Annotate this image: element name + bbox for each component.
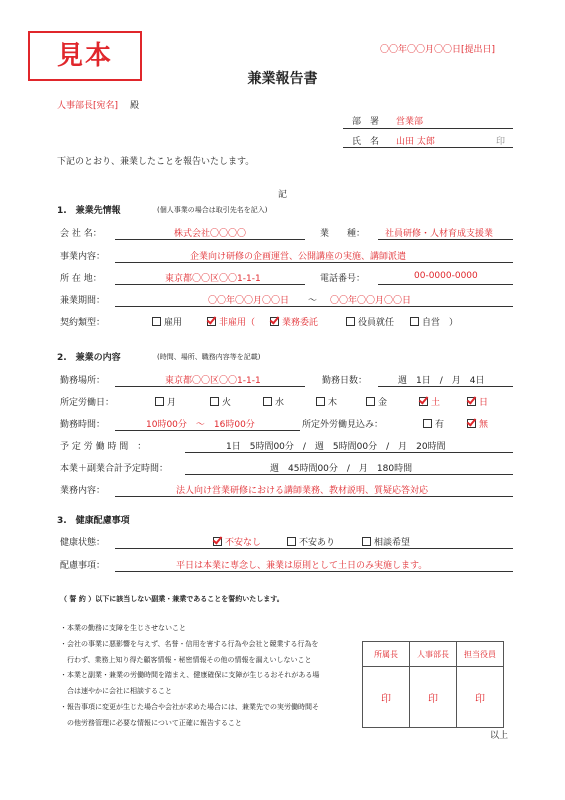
place-label: 勤務場所：	[60, 376, 106, 386]
checkbox[interactable]	[270, 317, 279, 326]
ki-label: 記	[278, 190, 288, 200]
address-value: 東京都〇〇区〇〇1-1-1	[165, 274, 261, 284]
health-option-consult[interactable]: 相談希望	[362, 535, 410, 548]
checkbox[interactable]	[287, 537, 296, 546]
period-start: 〇〇年〇〇月〇〇日	[208, 296, 290, 306]
duties-value: 法人向け営業研修における講師業務、教材説明、質疑応答対応	[176, 486, 429, 496]
duties-label: 業務内容：	[60, 486, 106, 496]
planned-hours-label: 予 定 労 働 時 間 ：	[60, 442, 147, 452]
checkbox[interactable]	[346, 317, 355, 326]
contract-option-officer[interactable]: 役員就任	[346, 315, 394, 328]
hours-label: 勤務時間：	[60, 420, 106, 430]
place-value: 東京都〇〇区〇〇1-1-1	[165, 376, 261, 386]
name-label: 氏 名	[352, 137, 380, 147]
dow-sun[interactable]: 日	[467, 395, 488, 408]
dow-mon[interactable]: 月	[155, 395, 176, 408]
address-label: 所 在 地：	[60, 274, 102, 284]
checkbox[interactable]	[316, 397, 325, 406]
health-option-no-concern[interactable]: 不安なし	[213, 535, 261, 548]
closing-mark: 以上	[490, 731, 509, 741]
pledge-list	[60, 621, 319, 732]
contract-option-self-employed[interactable]: 自営 ）	[410, 315, 458, 328]
overtime-no[interactable]: 無	[467, 417, 488, 430]
section2-note: (時間、場所、職務内容等を記載)	[157, 353, 261, 361]
addressee-suffix: 殿	[130, 101, 140, 111]
company-label: 会 社 名：	[60, 229, 102, 239]
contract-option-non-employment[interactable]: 非雇用（	[207, 315, 255, 328]
phone-value: 00-0000-0000	[414, 271, 478, 281]
days-value: 週 1日 / 月 4日	[398, 376, 485, 386]
dow-tue[interactable]: 火	[210, 395, 231, 408]
approval-seal-hr[interactable]: 印	[410, 667, 457, 728]
hours-value: 10時00分 ～ 16時00分	[146, 420, 255, 430]
pledge-heading: （ 誓 約 ）以下に該当しない副業・兼業であることを誓約いたします。	[60, 595, 284, 603]
business-label: 事業内容：	[60, 252, 106, 262]
combined-hours-label: 本業＋副業合計予定時間：	[60, 464, 169, 474]
seal-mark: 印	[496, 137, 506, 147]
intro-text: 下記のとおり、兼業したことを報告いたします。	[57, 157, 255, 167]
pledge-item: の他労務管理に必要な情報について正確に報告すること	[60, 718, 242, 727]
section2-heading: 2. 兼業の内容	[57, 353, 121, 363]
planned-hours-value: 1日 5時間00分 / 週 5時間00分 / 月 20時間	[226, 442, 446, 452]
document-title: 兼業報告書	[247, 71, 318, 87]
checkbox[interactable]	[213, 537, 222, 546]
sample-stamp: 見本	[28, 31, 142, 81]
checkbox[interactable]	[207, 317, 216, 326]
company-value: 株式会社〇〇〇〇	[174, 229, 247, 239]
contract-option-employment[interactable]: 雇用	[152, 315, 182, 328]
approval-table	[362, 641, 504, 728]
checkbox[interactable]	[467, 419, 476, 428]
checkbox[interactable]	[419, 397, 428, 406]
approval-header-hr: 人事部長	[410, 642, 457, 667]
approval-header-officer: 担当役員	[457, 642, 504, 667]
health-option-concern[interactable]: 不安あり	[287, 535, 335, 548]
period-separator: ～	[308, 296, 318, 306]
dow-wed[interactable]: 水	[263, 395, 284, 408]
period-end: 〇〇年〇〇月〇〇日	[330, 296, 412, 306]
consideration-value: 平日は本業に専念し、兼業は原則として土日のみ実施します。	[176, 561, 428, 571]
checkbox[interactable]	[210, 397, 219, 406]
submission-date: 〇〇年〇〇月〇〇日[提出日]	[380, 45, 496, 55]
dow-fri[interactable]: 金	[366, 395, 387, 408]
phone-label: 電話番号：	[320, 274, 366, 284]
pledge-item: 行わず、業務上知り得た顧客情報・秘密情報その他の情報を漏えいしないこと	[60, 655, 312, 664]
dept-label: 部 署	[352, 117, 380, 127]
dow-thu[interactable]: 木	[316, 395, 337, 408]
approval-header-manager: 所属長	[363, 642, 410, 667]
pledge-item: ・本業と副業・兼業の労働時間を踏まえ、健康確保に支障が生じるおそれがある場	[60, 671, 320, 680]
checkbox[interactable]	[467, 397, 476, 406]
checkbox[interactable]	[423, 419, 432, 428]
checkbox[interactable]	[410, 317, 419, 326]
industry-label: 業 種：	[320, 229, 366, 239]
checkbox[interactable]	[155, 397, 164, 406]
health-label: 健康状態：	[60, 538, 106, 548]
contract-option-outsourcing[interactable]: 業務委託	[270, 315, 318, 328]
business-value: 企業向け研修の企画運営、公開講座の実施、講師派遣	[190, 252, 407, 262]
section1-heading: 1. 兼業先情報	[57, 206, 121, 216]
pledge-item: ・報告事項に変更が生じた場合や会社が求めた場合には、兼業先での実労働時間そ	[60, 702, 319, 711]
combined-hours-value: 週 45時間00分 / 月 180時間	[270, 464, 413, 474]
period-label: 兼業期間：	[60, 296, 106, 306]
section3-heading: 3. 健康配慮事項	[57, 516, 130, 526]
overtime-yes[interactable]: 有	[423, 417, 444, 430]
pledge-item: ・会社の事業に悪影響を与えず、名誉・信用を害する行為や会社と競業する行為を	[60, 639, 319, 648]
dow-label: 所定労働日：	[60, 398, 115, 408]
approval-seal-manager[interactable]: 印	[363, 667, 410, 728]
consideration-label: 配慮事項：	[60, 561, 106, 571]
overtime-label: 所定外労働見込み：	[302, 420, 384, 430]
checkbox[interactable]	[263, 397, 272, 406]
checkbox[interactable]	[366, 397, 375, 406]
checkbox[interactable]	[152, 317, 161, 326]
dept-value: 営業部	[396, 117, 424, 127]
dow-sat[interactable]: 土	[419, 395, 440, 408]
name-value: 山田 太郎	[396, 137, 435, 147]
addressee: 人事部長[宛名]	[57, 101, 119, 111]
approval-seal-officer[interactable]: 印	[457, 667, 504, 728]
contract-label: 契約類型：	[60, 318, 106, 328]
checkbox[interactable]	[362, 537, 371, 546]
section1-note: (個人事業の場合は取引先名を記入)	[157, 206, 268, 214]
pledge-item: 合は速やかに会社に相談すること	[60, 687, 172, 696]
industry-value: 社員研修・人材育成支援業	[385, 229, 494, 239]
days-label: 勤務日数：	[322, 376, 368, 386]
pledge-item: ・本業の勤務に支障を生じさせないこと	[60, 624, 186, 632]
